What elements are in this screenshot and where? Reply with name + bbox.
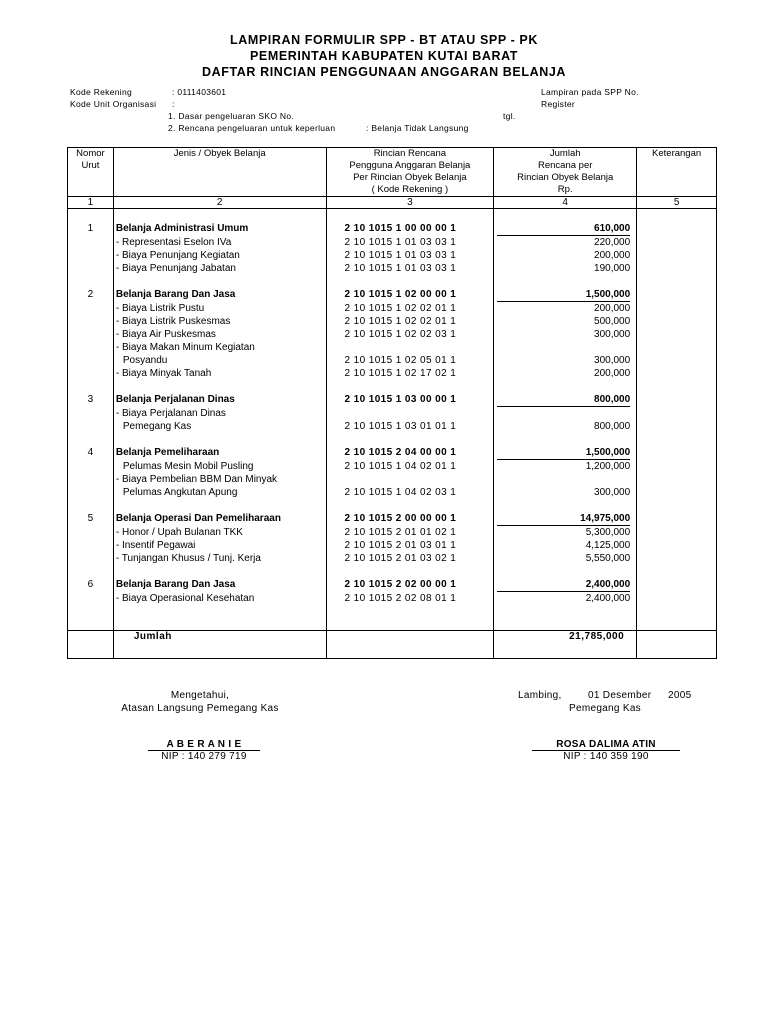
row-number [68,249,114,262]
category-amount: 1,500,000 [497,289,630,302]
row-code: 2 10 1015 2 00 00 00 1 [326,512,494,526]
total-row [68,631,717,659]
spacer-row [68,605,717,618]
row-name: Pelumas Angkutan Apung [113,486,326,499]
row-keterangan [637,288,717,302]
row-name: - Insentif Pegawai [113,539,326,552]
left-signatory-nip: NIP : 140 279 719 [161,751,247,762]
row-number [68,592,114,605]
row-amount [494,288,637,302]
row-amount: 220,000 [494,236,637,249]
row-number [68,302,114,315]
row-name: - Representasi Eselon IVa [113,236,326,249]
row-keterangan [637,262,717,275]
row-amount: 800,000 [494,420,637,433]
dasar-pengeluaran-label: 1. Dasar pengeluaran SKO No. [168,111,295,121]
row-number [68,552,114,565]
row-number [68,367,114,380]
row-amount: 500,000 [494,315,637,328]
column-number-row [68,197,717,209]
row-amount [494,407,637,420]
spacer-row [68,209,717,222]
row-number [68,460,114,473]
register-label: Register [541,99,576,109]
row-name: - Biaya Perjalanan Dinas [113,407,326,420]
row-name: Pemegang Kas [113,420,326,433]
table-header-row [68,148,717,197]
row-amount [494,341,637,354]
row-code: 2 10 1015 1 03 00 00 1 [326,393,494,407]
item-row [68,552,717,565]
spacer-row [68,433,717,446]
spacer-row [68,565,717,578]
row-number [68,420,114,433]
row-keterangan [637,512,717,526]
item-row [68,407,717,420]
row-code: 2 10 1015 1 01 03 03 1 [326,236,494,249]
row-name: Belanja Administrasi Umum [113,222,326,236]
col-rincian-header [326,148,494,197]
row-amount [494,473,637,486]
right-signatory-name: ROSA DALIMA ATIN [532,739,680,751]
year-label: 2005 [668,690,692,701]
row-number [68,236,114,249]
item-row [68,341,717,354]
row-code: 2 10 1015 1 02 17 02 1 [326,367,494,380]
row-name: - Biaya Penunjang Jabatan [113,262,326,275]
col-number-5: 5 [637,197,717,209]
col-jenis-label: Jenis / Obyek Belanja [173,148,266,159]
row-number [68,315,114,328]
row-amount: 4,125,000 [494,539,637,552]
row-name: Belanja Pemeliharaan [113,446,326,460]
row-keterangan [637,315,717,328]
row-number [68,486,114,499]
row-name: Posyandu [113,354,326,367]
row-amount [494,446,637,460]
mengetahui-label: Mengetahui, [170,690,230,701]
row-code: 2 10 1015 1 02 00 00 1 [326,288,494,302]
category-row [68,446,717,460]
col-number-3: 3 [326,197,494,209]
row-name: - Biaya Penunjang Kegiatan [113,249,326,262]
row-code: 2 10 1015 1 00 00 00 1 [326,222,494,236]
item-row [68,539,717,552]
kode-unit-label: Kode Unit Organisasi [70,99,157,109]
item-row [68,302,717,315]
row-amount: 5,300,000 [494,526,637,539]
category-row [68,578,717,592]
row-code: 2 10 1015 1 02 02 03 1 [326,328,494,341]
left-signatory-name: A B E R A N I E [148,739,260,751]
row-number [68,539,114,552]
category-row [68,222,717,236]
row-number [68,407,114,420]
row-keterangan [637,592,717,605]
row-amount [494,393,637,407]
col-keterangan-label: Keterangan [652,148,702,159]
row-amount: 200,000 [494,367,637,380]
row-number: 2 [68,288,114,302]
row-number: 5 [68,512,114,526]
row-amount [494,578,637,592]
item-row [68,486,717,499]
row-number: 6 [68,578,114,592]
row-code: 2 10 1015 1 02 02 01 1 [326,315,494,328]
row-number [68,354,114,367]
col-nomor-line1: Nomor [76,148,105,159]
row-code: 2 10 1015 1 01 03 03 1 [326,262,494,275]
row-code: 2 10 1015 1 03 01 01 1 [326,420,494,433]
item-row [68,367,717,380]
col-jumlah-header [494,148,637,197]
row-name: Belanja Operasi Dan Pemeliharaan [113,512,326,526]
row-keterangan [637,236,717,249]
category-amount: 1,500,000 [497,447,630,460]
budget-table [67,147,717,659]
row-name: - Honor / Upah Bulanan TKK [113,526,326,539]
col-number-1: 1 [68,197,114,209]
item-row [68,592,717,605]
row-code: 2 10 1015 1 04 02 03 1 [326,486,494,499]
spacer-row [68,380,717,393]
total-label: Jumlah [113,631,326,659]
item-row [68,249,717,262]
item-row [68,328,717,341]
row-keterangan [637,302,717,315]
row-keterangan [637,341,717,354]
row-code [326,473,494,486]
row-keterangan [637,354,717,367]
row-code: 2 10 1015 2 01 03 02 1 [326,552,494,565]
row-keterangan [637,446,717,460]
row-keterangan [637,486,717,499]
header-title-2: PEMERINTAH KABUPATEN KUTAI BARAT [249,49,519,63]
col-keterangan-header [637,148,717,197]
category-amount: 2,400,000 [497,579,630,592]
col-rincian-line3: Per Rincian Obyek Belanja [353,172,467,183]
kode-unit-value: : [172,99,175,109]
row-name: Pelumas Mesin Mobil Pusling [113,460,326,473]
row-name: - Biaya Operasional Kesehatan [113,592,326,605]
pemegang-kas-label: Pemegang Kas [569,703,641,714]
row-name: - Biaya Minyak Tanah [113,367,326,380]
rencana-pengeluaran-value: : Belanja Tidak Langsung [366,123,469,133]
col-nomor-line2: Urut [81,160,100,171]
row-keterangan [637,328,717,341]
row-amount: 2,400,000 [494,592,637,605]
col-rincian-line2: Pengguna Anggaran Belanja [349,160,471,171]
col-rincian-line1: Rincian Rencana [373,148,447,159]
col-nomor-header [68,148,114,197]
tgl-label: tgl. [503,111,516,121]
row-amount [494,512,637,526]
place-label: Lambing, [518,690,562,701]
item-row [68,460,717,473]
row-amount: 300,000 [494,354,637,367]
row-amount: 190,000 [494,262,637,275]
row-code: 2 10 1015 1 01 03 03 1 [326,249,494,262]
row-amount: 300,000 [494,486,637,499]
item-row [68,473,717,486]
row-keterangan [637,367,717,380]
kode-rekening-label: Kode Rekening [70,87,133,97]
row-name: Belanja Barang Dan Jasa [113,288,326,302]
col-rincian-line4: ( Kode Rekening ) [371,184,449,195]
spacer-row [68,275,717,288]
item-row [68,262,717,275]
row-number [68,328,114,341]
row-code: 2 10 1015 1 02 05 01 1 [326,354,494,367]
lampiran-spp-label: Lampiran pada SPP No. [541,87,639,97]
right-signatory-nip: NIP : 140 359 190 [563,751,649,762]
row-name: - Biaya Listrik Pustu [113,302,326,315]
document-header [0,32,768,80]
row-name: - Tunjangan Khusus / Tunj. Kerja [113,552,326,565]
row-number [68,341,114,354]
row-amount: 1,200,000 [494,460,637,473]
row-keterangan [637,222,717,236]
row-name: - Biaya Listrik Puskesmas [113,315,326,328]
row-name: - Biaya Makan Minum Kegiatan [113,341,326,354]
row-amount [494,222,637,236]
row-code: 2 10 1015 2 02 00 00 1 [326,578,494,592]
row-code [326,407,494,420]
row-amount: 200,000 [494,302,637,315]
row-keterangan [637,552,717,565]
row-keterangan [637,420,717,433]
atasan-label: Atasan Langsung Pemegang Kas [121,703,279,714]
total-amount: 21,785,000 [494,631,637,659]
category-row [68,393,717,407]
col-number-4: 4 [494,197,637,209]
col-jenis-header [113,148,326,197]
col-jumlah-line4: Rp. [557,184,573,195]
col-jumlah-line1: Jumlah [549,148,581,159]
item-row [68,420,717,433]
row-amount: 5,550,000 [494,552,637,565]
row-keterangan [637,473,717,486]
category-amount: 610,000 [497,223,630,236]
col-number-2: 2 [113,197,326,209]
row-keterangan [637,578,717,592]
row-number [68,473,114,486]
row-keterangan [637,460,717,473]
row-code: 2 10 1015 2 02 08 01 1 [326,592,494,605]
item-row [68,236,717,249]
row-keterangan [637,393,717,407]
row-code: 2 10 1015 2 04 00 00 1 [326,446,494,460]
row-code: 2 10 1015 2 01 01 02 1 [326,526,494,539]
row-keterangan [637,539,717,552]
row-code: 2 10 1015 1 04 02 01 1 [326,460,494,473]
row-code: 2 10 1015 2 01 03 01 1 [326,539,494,552]
category-row [68,512,717,526]
spacer-row [68,618,717,631]
row-keterangan [637,249,717,262]
row-code [326,341,494,354]
header-title-1: LAMPIRAN FORMULIR SPP - BT ATAU SPP - PK [229,33,539,47]
category-amount: 14,975,000 [497,513,630,526]
row-code: 2 10 1015 1 02 02 01 1 [326,302,494,315]
item-row [68,315,717,328]
row-name: - Biaya Air Puskesmas [113,328,326,341]
row-amount: 300,000 [494,328,637,341]
row-number: 3 [68,393,114,407]
header-title-3: DAFTAR RINCIAN PENGGUNAAN ANGGARAN BELANJA [201,65,567,79]
row-number [68,526,114,539]
item-row [68,354,717,367]
item-row [68,526,717,539]
row-amount: 200,000 [494,249,637,262]
category-amount: 800,000 [497,394,630,407]
row-number: 4 [68,446,114,460]
rencana-pengeluaran-label: 2. Rencana pengeluaran untuk keperluan [168,123,336,133]
date-label: 01 Desember [588,690,652,701]
row-keterangan [637,526,717,539]
row-name: Belanja Barang Dan Jasa [113,578,326,592]
row-name: Belanja Perjalanan Dinas [113,393,326,407]
row-keterangan [637,407,717,420]
row-number: 1 [68,222,114,236]
row-name: - Biaya Pembelian BBM Dan Minyak [113,473,326,486]
col-jumlah-line3: Rincian Obyek Belanja [517,172,614,183]
row-number [68,262,114,275]
category-row [68,288,717,302]
col-jumlah-line2: Rencana per [538,160,593,171]
kode-rekening-value: : 0111403601 [172,87,227,97]
spacer-row [68,499,717,512]
